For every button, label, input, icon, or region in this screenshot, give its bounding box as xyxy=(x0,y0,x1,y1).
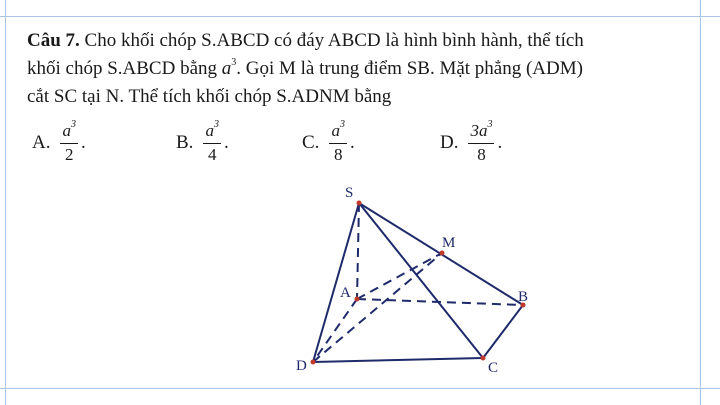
option-d-exponent: 3 xyxy=(487,119,493,130)
edge-SC xyxy=(359,203,483,358)
label-S: S xyxy=(345,185,354,201)
option-a-letter: A. xyxy=(32,131,51,153)
edge-CB xyxy=(483,305,523,358)
option-b-numerator: a xyxy=(205,121,214,140)
segment-DM xyxy=(313,253,442,362)
point-M xyxy=(440,251,445,256)
label-M: M xyxy=(442,235,456,251)
label-C: C xyxy=(488,360,499,376)
question-line-1-text: Cho khối chóp S.ABCD có đáy ABCD là hình bình hành, thể tích xyxy=(79,30,584,51)
option-d-numerator: 3a xyxy=(470,121,488,140)
volume-variable: a xyxy=(221,58,232,79)
option-b-exponent: 3 xyxy=(213,119,219,130)
question-line-2-end: . Gọi M là trung điểm SB. Mặt phẳng (ADM) xyxy=(236,58,583,79)
option-c-numerator: a xyxy=(331,121,340,140)
option-c-letter: C. xyxy=(302,131,320,153)
option-b-letter: B. xyxy=(176,131,194,153)
point-C xyxy=(481,356,486,361)
question-line-2-start: khối chóp S.ABCD bằng xyxy=(27,58,222,79)
label-B: B xyxy=(518,289,529,305)
option-a-denominator: 2 xyxy=(64,145,74,164)
option-a-numerator: a xyxy=(62,121,71,140)
edge-DC xyxy=(313,358,483,362)
edge-SD xyxy=(313,203,359,362)
option-a-exponent: 3 xyxy=(70,119,76,130)
point-A xyxy=(355,297,360,302)
option-c-denominator: 8 xyxy=(333,145,343,164)
option-c-exponent: 3 xyxy=(339,119,345,130)
point-S xyxy=(357,201,362,206)
label-D: D xyxy=(296,358,307,374)
question-number: Câu 7. xyxy=(27,30,80,51)
option-d-letter: D. xyxy=(440,131,459,153)
option-c-period: . xyxy=(349,131,355,153)
point-D xyxy=(311,360,316,365)
option-d-period: . xyxy=(497,131,503,153)
option-b-period: . xyxy=(223,131,229,153)
option-a-period: . xyxy=(80,131,86,153)
label-A: A xyxy=(340,285,351,301)
option-b-denominator: 4 xyxy=(207,145,217,164)
volume-exponent: 3 xyxy=(231,57,237,68)
option-d-denominator: 8 xyxy=(477,145,486,164)
question-line-3: cắt SC tại N. Thể tích khối chóp S.ADNM bằng xyxy=(27,86,392,107)
edge-SA xyxy=(357,203,359,299)
